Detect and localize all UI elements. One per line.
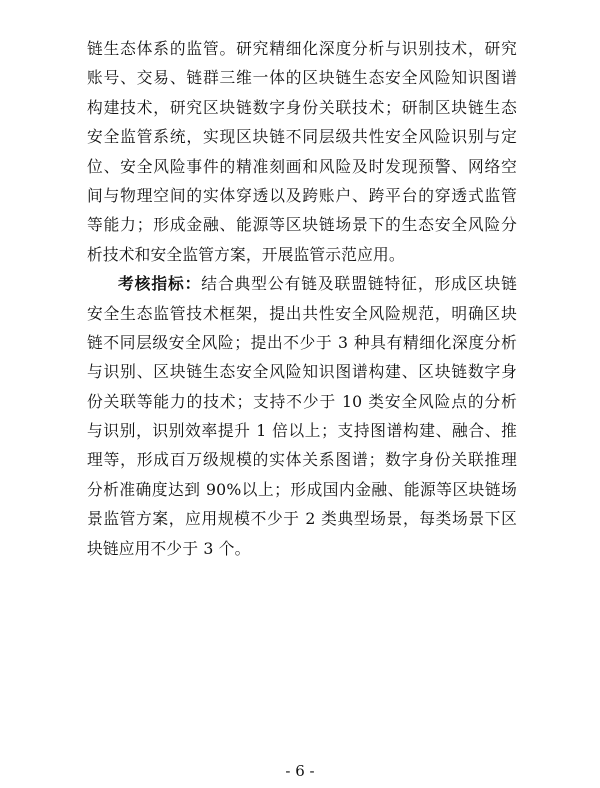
text-line: 安全生态监管技术框架，提出共性安全风险规范，明确区块	[87, 303, 517, 323]
text-line: 链不同层级安全风险；提出不少于 3 种具有精细化深度分析	[87, 332, 517, 352]
paragraph-research-content	[87, 34, 517, 269]
assessment-first-line-text: 结合典型公有链及联盟链特征，形成区块链	[201, 274, 518, 294]
text-line: 理等，形成百万级规模的实体关系图谱；数字身份关联推理	[87, 450, 517, 470]
text-line: 与识别，识别效率提升 1 倍以上；支持图谱构建、融合、推	[87, 421, 517, 441]
text-line: 账号、交易、链群三维一体的区块链生态安全风险知识图谱	[87, 68, 517, 88]
text-line: 份关联等能力的技术；支持不少于 10 类安全风险点的分析	[87, 391, 517, 411]
text-line: 等能力；形成金融、能源等区块链场景下的生态安全风险分	[87, 215, 517, 235]
text-line: 安全监管系统，实现区块链不同层级共性安全风险识别与定	[87, 127, 517, 147]
assessment-label: 考核指标：	[118, 274, 202, 294]
page-number: - 6 -	[285, 762, 315, 780]
text-line: 块链应用不少于 3 个。	[87, 538, 251, 558]
text-line: 与识别、区块链生态安全风险知识图谱构建、区块链数字身	[87, 362, 517, 382]
text-line: 构建技术，研究区块链数字身份关联技术；研制区块链生态	[87, 97, 517, 117]
text-line-first	[87, 269, 517, 298]
text-line: 间与物理空间的实体穿透以及跨账户、跨平台的穿透式监管	[87, 185, 517, 205]
text-line: 位、安全风险事件的精准刻画和风险及时发现预警、网络空	[87, 156, 517, 176]
text-line: 景监管方案，应用规模不少于 2 类典型场景，每类场景下区	[87, 509, 517, 529]
paragraph-assessment-indicators	[87, 269, 517, 563]
text-line: 析技术和安全监管方案，开展监管示范应用。	[87, 244, 405, 264]
text-line: 分析准确度达到 90%以上；形成国内金融、能源等区块链场	[87, 479, 517, 499]
document-body	[87, 34, 517, 563]
text-line: 链生态体系的监管。研究精细化深度分析与识别技术，研究	[87, 39, 517, 58]
